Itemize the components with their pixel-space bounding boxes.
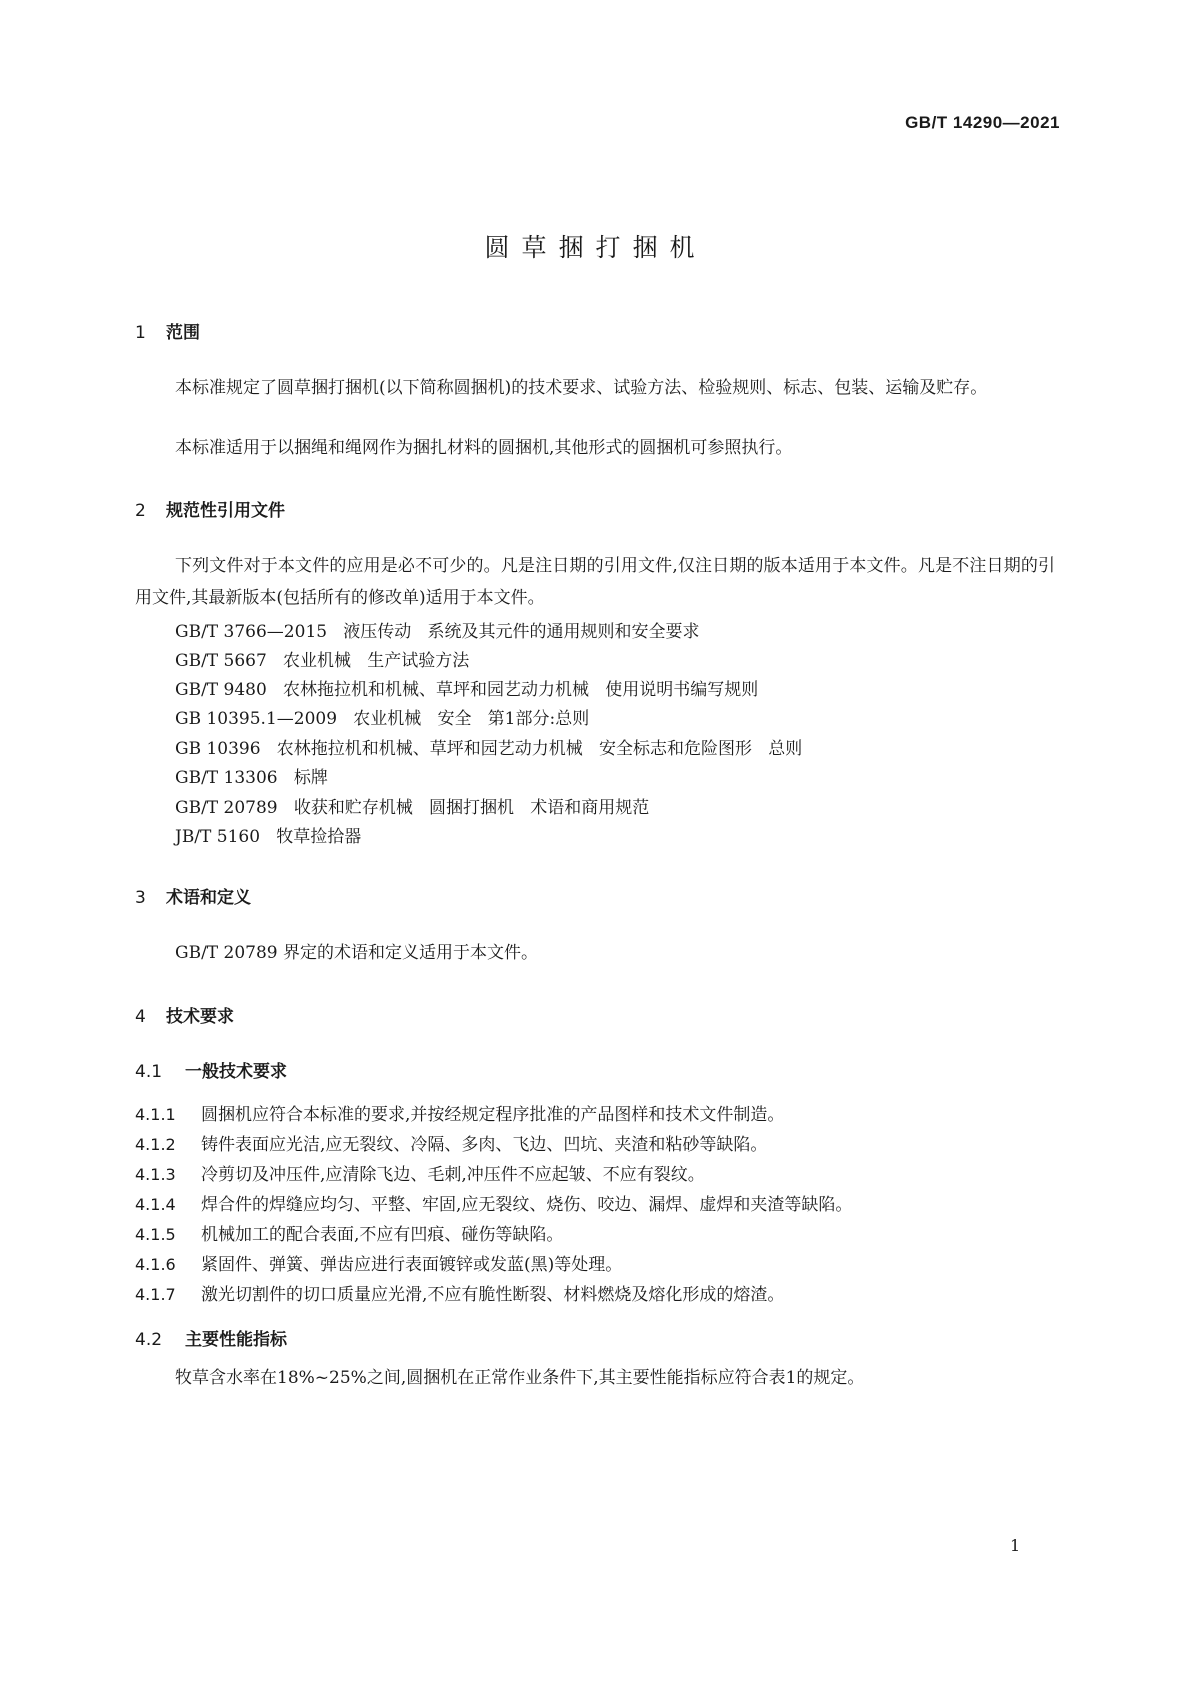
reference-item: GB/T 3766—2015 液压传动 系统及其元件的通用规则和安全要求	[175, 622, 700, 642]
clause-4-1-2	[135, 1130, 767, 1155]
clause-text: 紧固件、弹簧、弹齿应进行表面镀锌或发蓝(黑)等处理。	[201, 1255, 623, 1275]
clause-4-1-4	[135, 1190, 852, 1215]
reference-item: GB/T 13306 标牌	[175, 768, 328, 788]
section-title: 术语和定义	[166, 888, 251, 908]
reference-item: GB/T 20789 收获和贮存机械 圆捆打捆机 术语和商用规范	[175, 798, 650, 818]
clause-number: 4.1.5	[135, 1225, 176, 1244]
standard-number: GB/T 14290—2021	[905, 113, 1060, 132]
clause-4-1-1	[135, 1100, 784, 1125]
clause-text: 焊合件的焊缝应均匀、平整、牢固,应无裂纹、烧伤、咬边、漏焊、虚焊和夹渣等缺陷。	[201, 1195, 853, 1215]
subsection-number: 4.2	[135, 1330, 163, 1350]
reference-item: GB 10396 农林拖拉机和机械、草坪和园艺动力机械 安全标志和危险图形 总则	[175, 739, 803, 759]
subsection-title: 一般技术要求	[185, 1062, 287, 1082]
clause-number: 4.1.6	[135, 1255, 176, 1274]
page-number: 1	[1010, 1536, 1021, 1555]
scope-paragraph-1: 本标准规定了圆草捆打捆机(以下简称圆捆机)的技术要求、试验方法、检验规则、标志、包装、运输及贮存。	[175, 378, 988, 398]
subsection-number: 4.1	[135, 1062, 163, 1082]
section-heading-4	[135, 1002, 234, 1027]
scope-paragraph-2: 本标准适用于以捆绳和绳网作为捆扎材料的圆捆机,其他形式的圆捆机可参照执行。	[175, 438, 793, 458]
clause-4-1-5	[135, 1220, 563, 1245]
clause-number: 4.1.7	[135, 1285, 176, 1304]
section-title: 技术要求	[166, 1007, 234, 1027]
section-number: 3	[135, 888, 146, 908]
section-title: 规范性引用文件	[166, 501, 285, 521]
subsection-heading-4-1	[135, 1057, 287, 1082]
section-number: 4	[135, 1007, 146, 1027]
subsection-heading-4-2	[135, 1325, 287, 1350]
document-title: 圆草捆打捆机	[484, 233, 707, 262]
section-number: 1	[135, 323, 146, 343]
reference-item: GB 10395.1—2009 农业机械 安全 第1部分:总则	[175, 709, 590, 729]
reference-item: GB/T 9480 农林拖拉机和机械、草坪和园艺动力机械 使用说明书编写规则	[175, 680, 759, 700]
reference-item: GB/T 5667 农业机械 生产试验方法	[175, 651, 470, 671]
references-intro: 下列文件对于本文件的应用是必不可少的。凡是注日期的引用文件,仅注日期的版本适用于本文件。凡是不注日期的引用文件,其最新版本(包括所有的修改单)适用于本文件。	[135, 556, 1055, 608]
clause-number: 4.1.1	[135, 1105, 176, 1124]
section-title: 范围	[166, 323, 200, 343]
clause-number: 4.1.2	[135, 1135, 176, 1154]
clause-text: 冷剪切及冲压件,应清除飞边、毛刺,冲压件不应起皱、不应有裂纹。	[201, 1165, 705, 1185]
section-heading-1	[135, 318, 200, 343]
clause-text: 激光切割件的切口质量应光滑,不应有脆性断裂、材料燃烧及熔化形成的熔渣。	[201, 1285, 785, 1305]
clause-number: 4.1.4	[135, 1195, 176, 1214]
clause-4-1-7	[135, 1280, 784, 1305]
clause-text: 铸件表面应光洁,应无裂纹、冷隔、多肉、飞边、凹坑、夹渣和粘砂等缺陷。	[201, 1135, 768, 1155]
performance-paragraph: 牧草含水率在18%~25%之间,圆捆机在正常作业条件下,其主要性能指标应符合表1的规定。	[175, 1368, 865, 1388]
subsection-title: 主要性能指标	[185, 1330, 287, 1350]
section-number: 2	[135, 501, 146, 521]
reference-item: JB/T 5160 牧草捡拾器	[175, 827, 362, 847]
clause-4-1-3	[135, 1160, 705, 1185]
clause-text: 圆捆机应符合本标准的要求,并按经规定程序批准的产品图样和技术文件制造。	[201, 1105, 785, 1125]
terms-paragraph: GB/T 20789 界定的术语和定义适用于本文件。	[175, 943, 539, 963]
clause-4-1-6	[135, 1250, 622, 1275]
section-heading-2	[135, 496, 285, 521]
clause-number: 4.1.3	[135, 1165, 176, 1184]
section-heading-3	[135, 883, 251, 908]
clause-text: 机械加工的配合表面,不应有凹痕、碰伤等缺陷。	[201, 1225, 564, 1245]
